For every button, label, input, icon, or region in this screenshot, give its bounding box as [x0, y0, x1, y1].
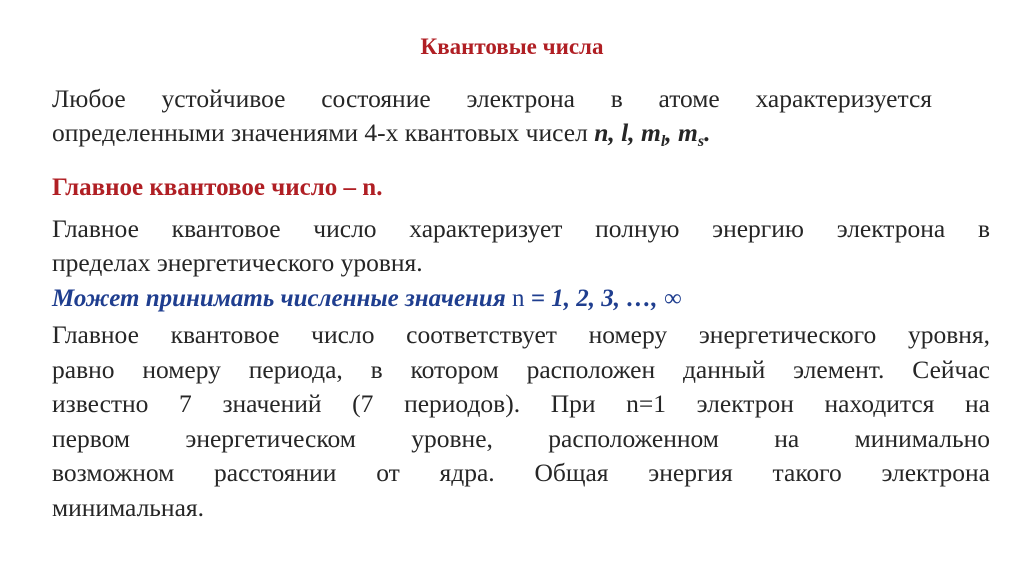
definition-line-2: пределах энергетического уровня. [52, 248, 423, 277]
values-line [52, 282, 682, 316]
ms-base: m [678, 118, 698, 147]
ms-subscript: s [697, 133, 705, 150]
values-list: = 1, 2, 3, …, ∞ [530, 285, 682, 312]
subheading: Главное квантовое число – n. [52, 174, 383, 201]
description-paragraph [52, 318, 990, 525]
separator: , [608, 118, 622, 147]
description-line: равно номеру периода, в котором расположен данный элемент. Сейчас [52, 354, 990, 384]
slide-title: Квантовые числа [420, 34, 604, 59]
intro-line-2-text: определенными значениями 4-х квантовых чисел [52, 118, 595, 147]
intro-line-2 [52, 118, 711, 150]
values-n: n [511, 285, 525, 312]
description-line: минимальная. [52, 492, 205, 522]
intro-paragraph [52, 82, 990, 150]
description-line: известно 7 значений (7 периодов). При n=1 электрон находится на [52, 389, 990, 418]
quantum-number-l: l [621, 118, 629, 147]
separator: , [665, 118, 679, 147]
ml-base: m [640, 118, 661, 147]
description-line: возможном расстоянии от ядра. Общая энергия такого электрона [52, 458, 990, 487]
quantum-number-n: n [594, 118, 609, 147]
ml-subscript: l [660, 133, 666, 150]
description-line: первом энергетическом уровне, расположенном на минимально [52, 423, 990, 453]
values-emphasis: Может принимать численные значения [52, 285, 506, 312]
definition-paragraph [52, 212, 990, 280]
quantum-number-ms [678, 118, 705, 150]
separator: , [628, 118, 641, 147]
period: . [704, 118, 711, 147]
description-line: Главное квантовое число соответствует номеру энергетического уровня, [52, 320, 990, 349]
quantum-number-ml [640, 118, 666, 150]
definition-line-1: Главное квантовое число характеризует полную энергию электрона в [52, 214, 990, 243]
intro-line-1: Любое устойчивое состояние электрона в атоме характеризуется [52, 84, 932, 113]
